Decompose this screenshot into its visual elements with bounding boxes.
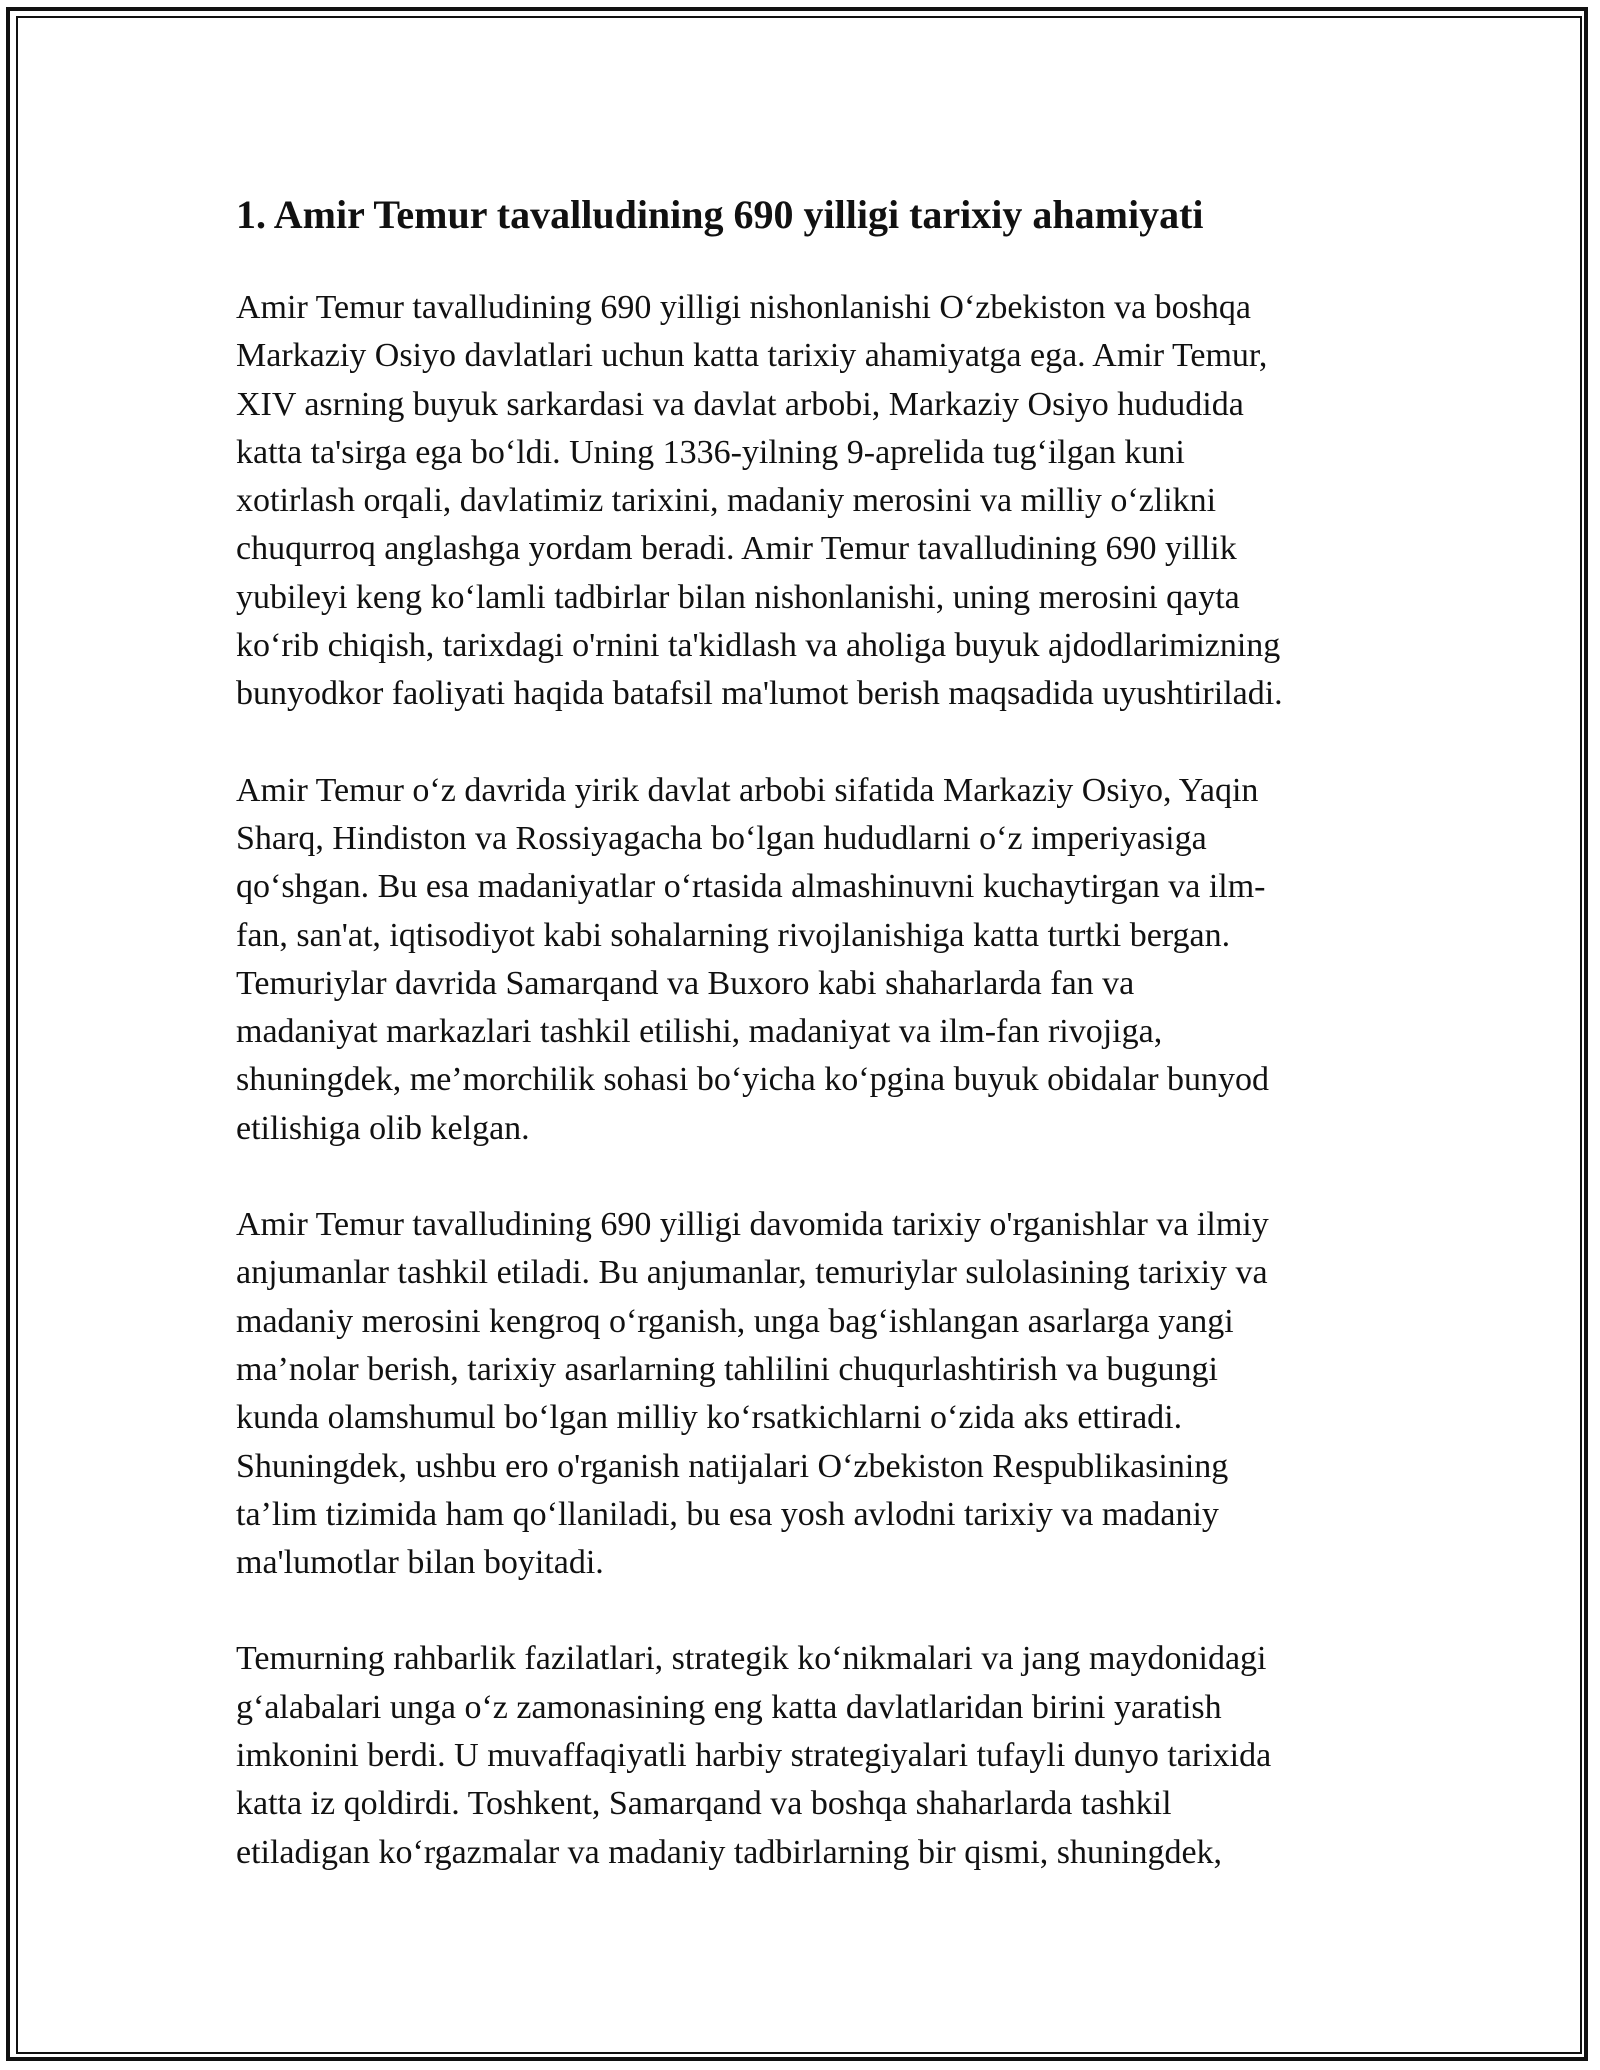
paragraph-3: Amir Temur tavalludining 690 yilligi davomida tarixiy o'rganishlar va ilmiy anjumanlar tashkil etiladi. Bu anjumanlar, temuriylar sulolasining tarixiy va madaniy merosini kengroq o‘rganish, unga bag‘ishlangan asarlarga yangi ma’nolar berish, tarixiy asarlarning tahlilini chuqurlashtirish va bugungi kunda olamshumul bo‘lgan milliy ko‘rsatkichlarni o‘zida aks ettiradi. Shuningdek, ushbu ero o'rganish natijalari O‘zbekiston Respublikasining ta’lim tizimida ham qo‘llaniladi, bu esa yosh avlodni tarixiy va madaniy ma'lumotlar bilan boyitadi. — [236, 1206, 1269, 1582]
section-heading: 1. Amir Temur tavalludining 690 yilligi tarixiy ahamiyati — [236, 192, 1204, 237]
document-body — [236, 180, 1376, 1925]
paragraph-4: Temurning rahbarlik fazilatlari, strategik ko‘nikmalari va jang maydonidagi g‘alabalari unga o‘z zamonasining eng katta davlatlaridan birini yaratish imkonini berdi. U muvaffaqiyatli harbiy strategiyalari tufayli dunyo tarixida katta iz qoldirdi. Toshkent, Samarqand va boshqa shaharlarda tashkil etiladigan ko‘rgazmalar va madaniy tadbirlarning bir qismi, shuningdek, — [236, 1640, 1272, 1871]
paragraph-2: Amir Temur o‘z davrida yirik davlat arbobi sifatida Markaziy Osiyo, Yaqin Sharq, Hindiston va Rossiyagacha bo‘lgan hududlarni o‘z imperiyasiga qo‘shgan. Bu esa madaniyatlar o‘rtasida almashinuvni kuchaytirgan va ilm- fan, san'at, iqtisodiyot kabi sohalarning rivojlanishiga katta turtki bergan. Temuriylar davrida Samarqand va Buxoro kabi shaharlarda fan va madaniyat markazlari tashkil etilishi, madaniyat va ilm-fan rivojiga, shuningdek, me’morchilik sohasi bo‘yicha ko‘pgina buyuk obidalar bunyod etilishiga olib kelgan. — [236, 771, 1270, 1147]
paragraph-1: Amir Temur tavalludining 690 yilligi nishonlanishi O‘zbekiston va boshqa Markaziy Osiyo davlatlari uchun katta tarixiy ahamiyatga ega. Amir Temur, XIV asrning buyuk sarkardasi va davlat arbobi, Markaziy Osiyo hududida katta ta'sirga ega bo‘ldi. Uning 1336-yilning 9-aprelida tug‘ilgan kuni xotirlash orqali, davlatimiz tarixini, madaniy merosini va milliy o‘zlikni chuqurroq anglashga yordam beradi. Amir Temur tavalludining 690 yillik yubileyi keng ko‘lamli tadbirlar bilan nishonlanishi, uning merosini qayta ko‘rib chiqish, tarixdagi o'rnini ta'kidlash va aholiga buyuk ajdodlarimizning bunyodkor faoliyati haqida batafsil ma'lumot berish maqsadida uyushtiriladi. — [236, 289, 1283, 713]
